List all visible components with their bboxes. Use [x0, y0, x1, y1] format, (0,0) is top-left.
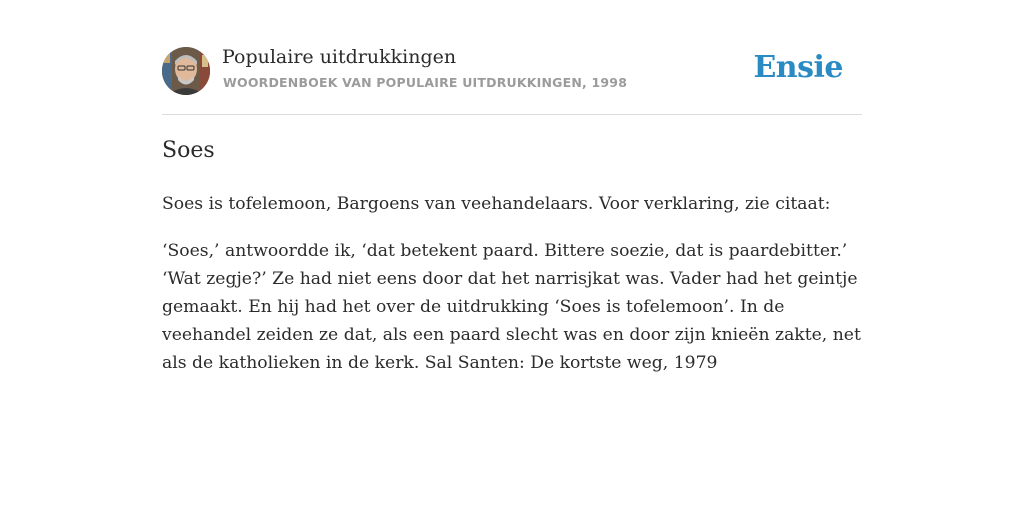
source-header	[162, 0, 862, 115]
entry-title: Soes	[162, 138, 215, 163]
source-subtitle: WOORDENBOEK VAN POPULAIRE UITDRUKKINGEN, 1998	[223, 75, 628, 90]
source-name[interactable]: Populaire uitdrukkingen	[222, 46, 457, 68]
author-portrait-icon[interactable]	[162, 47, 210, 95]
ensie-logo[interactable]: Ensie	[753, 50, 843, 85]
entry-citation: ‘Soes,’ antwoordde ik, ‘dat betekent paard. Bittere soezie, dat is paardebitter.’ ‘Wat zegje?’ Ze had niet eens door dat het narrisjkat was. Vader had het geintje gemaakt. En hij had het over de uitdrukking ‘Soes is tofelemoon’. In de veehandel zeiden ze dat, als een paard slecht was en door zijn knieën zakte, net als de katholieken in de kerk. Sal Santen: De kortste weg, 1979	[162, 241, 861, 373]
entry-card	[162, 0, 862, 373]
entry-definition: Soes is tofelemoon, Bargoens van veehandelaars. Voor verklaring, zie citaat:	[162, 194, 831, 214]
